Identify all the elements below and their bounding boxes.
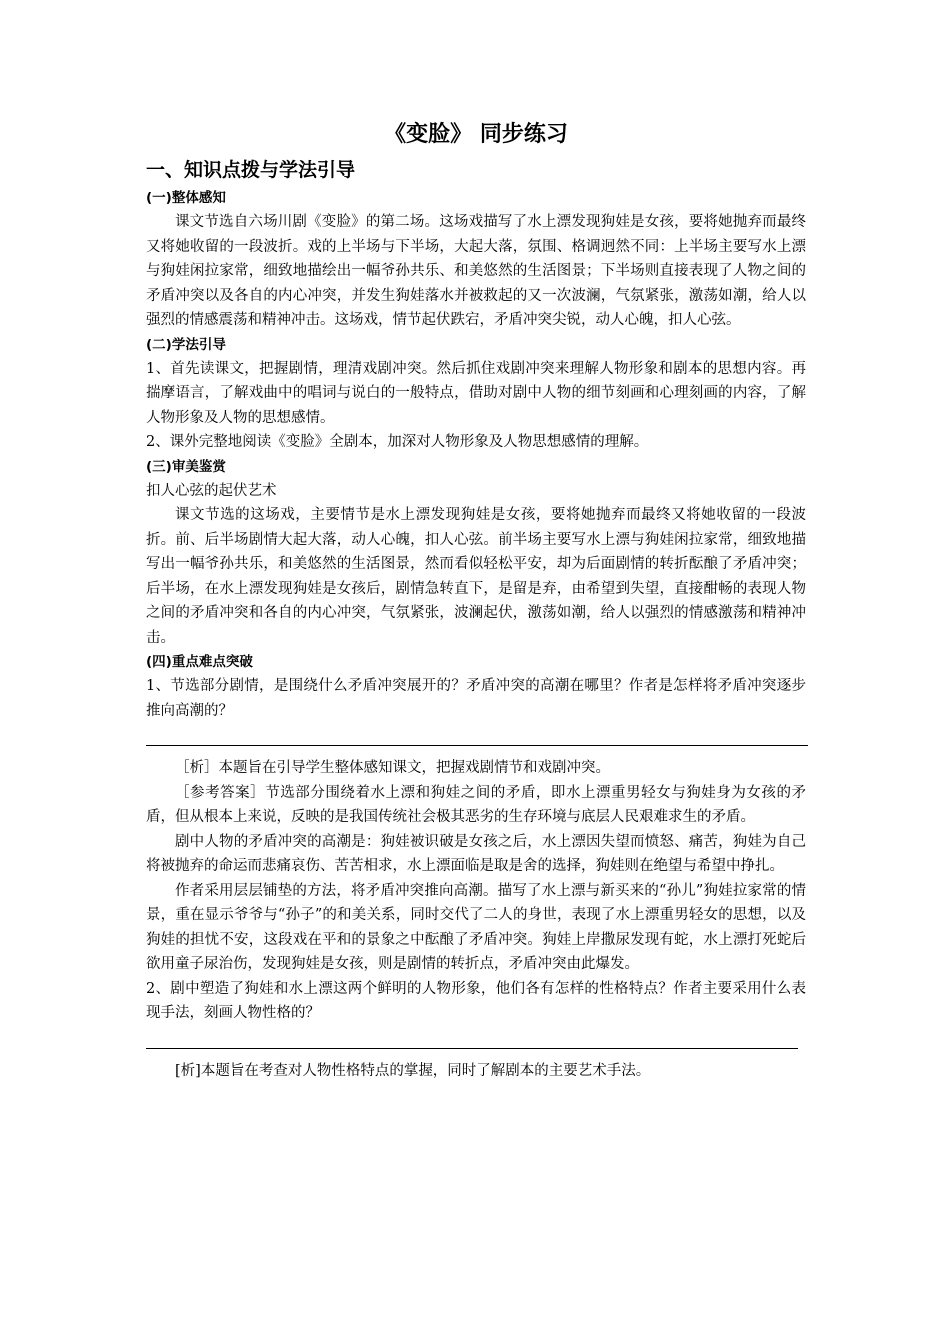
answer-line-2 xyxy=(146,1048,798,1049)
subsection-heading-overall: (一)整体感知 xyxy=(146,190,226,206)
aesthetic-paragraph: 课文节选的这场戏，主要情节是水上漂发现狗娃是女孩，要将她抛弃而最终又将她收留的一段波折。前、后半场剧情大起大落，动人心魄，扣人心弦。前半场主要写水上漂与狗娃闲拉家常，细致地描写出一幅爷孙共乐，和美悠然的生活图景，然而看似轻松平安，却为后面剧情的转折酝酿了矛盾冲突；后半场，在水上漂发现狗娃是女孩后，剧情急转直下，是留是弃，由希望到失望，直接酣畅的表现人物之间的矛盾冲突和各自的内心冲突，气氛紧张，波澜起伏，激荡如潮，给人以强烈的情感激荡和精神冲击。 xyxy=(146,507,806,646)
answer-line-1 xyxy=(146,745,808,746)
document-title: 《变脸》 同步练习 xyxy=(384,122,568,147)
subsection-heading-key-points: (四)重点难点突破 xyxy=(146,654,253,670)
answer-2-analysis: [析]本题旨在考查对人物性格特点的掌握，同时了解剧本的主要艺术手法。 xyxy=(175,1062,651,1079)
question-1: 1、节选部分剧情，是围绕什么矛盾冲突展开的？矛盾冲突的高潮在哪里？作者是怎样将矛盾冲突逐步推向高潮的？ xyxy=(146,678,806,719)
answer-1-method: 作者采用层层铺垫的方法，将矛盾冲突推向高潮。描写了水上漂与新买来的“孙儿”狗娃拉家常的情景，重在显示爷爷与“孙子”的和美关系，同时交代了二人的身世，表现了水上漂重男轻女的思想，以及狗娃的担忧不安，这段戏在平和的景象之中酝酿了矛盾冲突。狗娃上岸撒尿发现有蛇，水上漂打死蛇后欲用童子尿治伤，发现狗娃是女孩，则是剧情的转折点，矛盾冲突由此爆发。 xyxy=(146,882,806,972)
method-item-1: 1、首先读课文，把握剧情，理清戏剧冲突。然后抓住戏剧冲突来理解人物形象和剧本的思想内容。再揣摩语言，了解戏曲中的唱词与说白的一般特点，借助对剧中人物的细节刻画和心理刻画的内容，了解人物形象及人物的思想感情。 xyxy=(146,360,806,426)
document-page xyxy=(146,118,806,1083)
section-heading-1: 一、知识点拨与学法引导 xyxy=(146,159,356,181)
method-item-2: 2、课外完整地阅读《变脸》全剧本，加深对人物形象及人物思想感情的理解。 xyxy=(146,434,649,450)
answer-1-climax: 剧中人物的矛盾冲突的高潮是：狗娃被识破是女孩之后，水上漂因失望而愤怒、痛苦，狗娃为自己将被抛弃的命运而悲痛哀伤、苦苦相求，水上漂面临是取是舍的选择，狗娃则在绝望与希望中挣扎。 xyxy=(146,833,806,874)
subsection-heading-method: (二)学法引导 xyxy=(146,336,226,353)
question-2: 2、剧中塑造了狗娃和水上漂这两个鲜明的人物形象，他们各有怎样的性格特点？作者主要采用什么表现手法，刻画人物性格的？ xyxy=(146,980,806,1021)
aesthetic-subtitle: 扣人心弦的起伏艺术 xyxy=(146,482,277,499)
answer-1-reference: ［参考答案］节选部分围绕着水上漂和狗娃之间的矛盾，即水上漂重男轻女与狗娃身为女孩的矛盾，但从根本上来说，反映的是我国传统社会极其恶劣的生存环境与底层人民艰难求生的矛盾。 xyxy=(146,784,806,825)
subsection-heading-aesthetic: (三)审美鉴赏 xyxy=(146,458,226,475)
answer-1-analysis: ［析］本题旨在引导学生整体感知课文，把握戏剧情节和戏剧冲突。 xyxy=(175,760,610,776)
overall-paragraph: 课文节选自六场川剧《变脸》的第二场。这场戏描写了水上漂发现狗娃是女孩，要将她抛弃而最终又将她收留的一段波折。戏的上半场与下半场，大起大落，氛围、格调迥然不同：上半场主要写水上漂与狗娃闲拉家常，细致地描绘出一幅爷孙共乐、和美悠然的生活图景；下半场则直接表现了人物之间的矛盾冲突以及各自的内心冲突，并发生狗娃落水并被救起的又一次波澜，气氛紧张，激荡如潮，给人以强烈的情感震荡和精神冲击。这场戏，情节起伏跌宕，矛盾冲突尖锐，动人心魄，扣人心弦。 xyxy=(146,214,806,328)
